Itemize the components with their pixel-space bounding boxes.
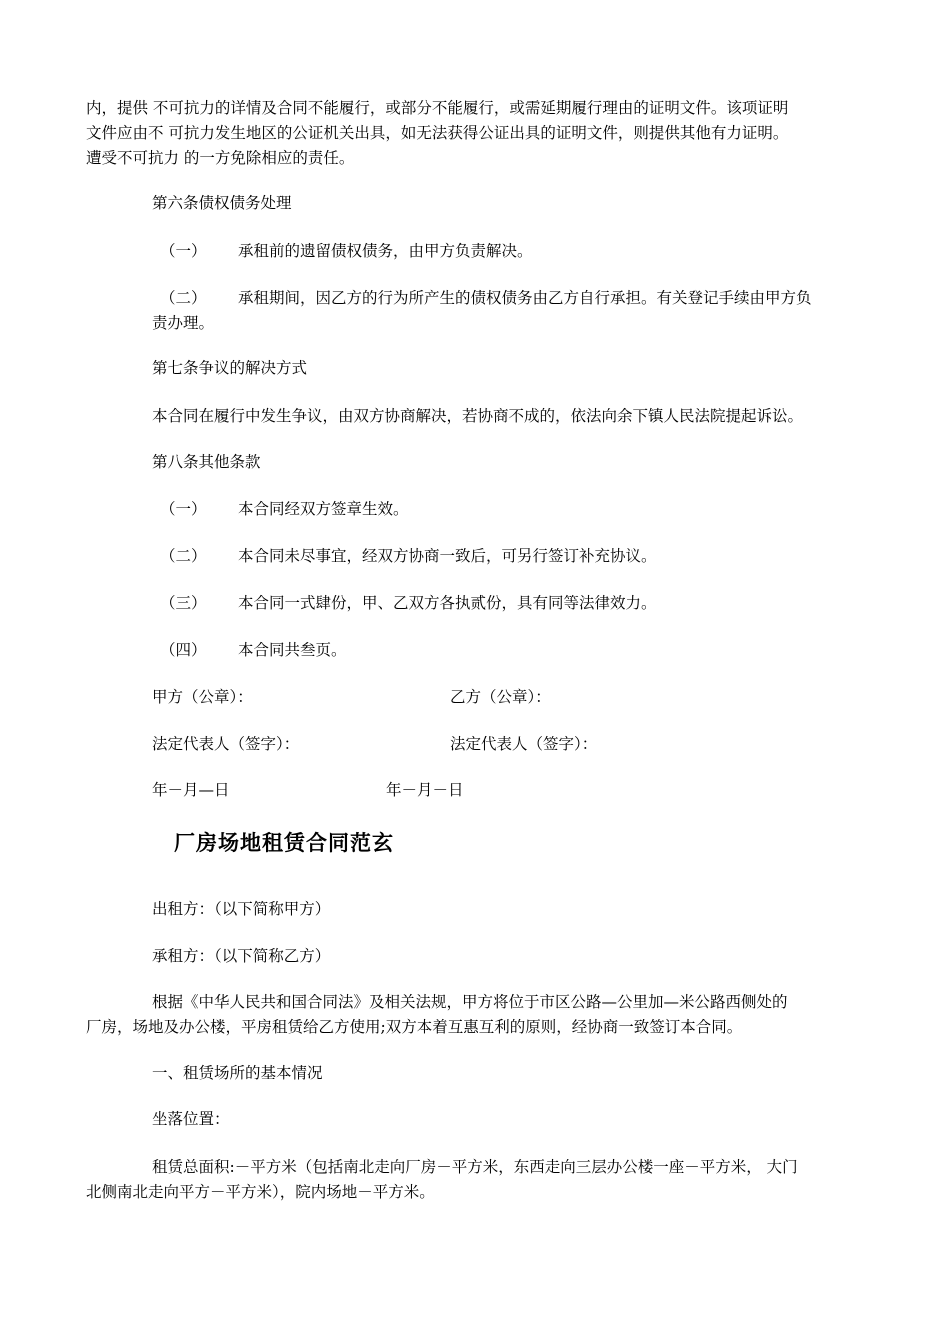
article-8-item-3-number: （三） <box>160 594 207 612</box>
location-label: 坐落位置： <box>152 1110 230 1128</box>
article-7-text: 本合同在履行中发生争议，由双方协商解决，若协商不成的，依法向余下镇人民法院提起诉讼。 <box>152 407 804 425</box>
article-8-item-3-text: 本合同一式肆份，甲、乙双方各执贰份，具有同等法律效力。 <box>238 594 657 612</box>
lessee-line: 承租方：（以下简称乙方） <box>152 947 331 965</box>
party-b-seal-label: 乙方（公章）： <box>450 688 551 706</box>
party-a-seal-label: 甲方（公章）： <box>152 688 253 706</box>
party-a-date: 年－月—日 <box>152 781 230 799</box>
article-7-heading: 第七条争议的解决方式 <box>152 359 308 377</box>
article-8-item-1-number: （一） <box>160 500 207 518</box>
force-majeure-line-2: 文件应由不 可抗力发生地区的公证机关出具，如无法获得公证出具的证明文件，则提供其他有力证明。 <box>86 124 789 142</box>
intro-line-2: 厂房，场地及办公楼，平房租赁给乙方使用;双方本着互惠互利的原则，经协商一致签订本合同。 <box>86 1018 743 1036</box>
article-6-item-1-number: （一） <box>160 242 207 260</box>
article-8-item-2-text: 本合同未尽事宜，经双方协商一致后，可另行签订补充协议。 <box>238 547 657 565</box>
article-8-heading: 第八条其他条款 <box>152 453 261 471</box>
force-majeure-line-1: 内，提供 不可抗力的详情及合同不能履行，或部分不能履行，或需延期履行理由的证明文件。该项证明 <box>86 99 789 117</box>
article-6-item-2-number: （二） <box>160 289 207 307</box>
area-line-1: 租赁总面积:－平方米（包括南北走向厂房－平方米，东西走向三层办公楼一座－平方米， 大门 <box>152 1158 798 1176</box>
party-a-representative-label: 法定代表人（签字）： <box>152 735 300 753</box>
force-majeure-line-3: 遭受不可抗力 的一方免除相应的责任。 <box>86 149 355 167</box>
party-b-representative-label: 法定代表人（签字）： <box>450 735 598 753</box>
intro-line-1: 根据《中华人民共和国合同法》及相关法规，甲方将位于市区公路—公里加—米公路西侧处的 <box>152 993 788 1011</box>
article-8-item-1-text: 本合同经双方签章生效。 <box>238 500 409 518</box>
clause-1-heading: 一、租赁场所的基本情况 <box>152 1064 323 1082</box>
lessor-line: 出租方：（以下简称甲方） <box>152 900 331 918</box>
contract-title: 厂房场地租赁合同范玄 <box>174 831 394 855</box>
article-8-item-4-text: 本合同共叁页。 <box>238 641 347 659</box>
area-line-2: 北侧南北走向平方－平方米），院内场地－平方米。 <box>86 1183 435 1201</box>
article-8-item-4-number: （四） <box>160 641 207 659</box>
article-6-heading: 第六条债权债务处理 <box>152 194 292 212</box>
party-b-date: 年－月－日 <box>386 781 464 799</box>
article-6-item-1-text: 承租前的遗留债权债务，由甲方负责解决。 <box>238 242 533 260</box>
article-6-item-2-text-cont: 责办理。 <box>152 314 215 332</box>
article-6-item-2-text: 承租期间，因乙方的行为所产生的债权债务由乙方自行承担。有关登记手续由甲方负 <box>238 289 812 307</box>
article-8-item-2-number: （二） <box>160 547 207 565</box>
